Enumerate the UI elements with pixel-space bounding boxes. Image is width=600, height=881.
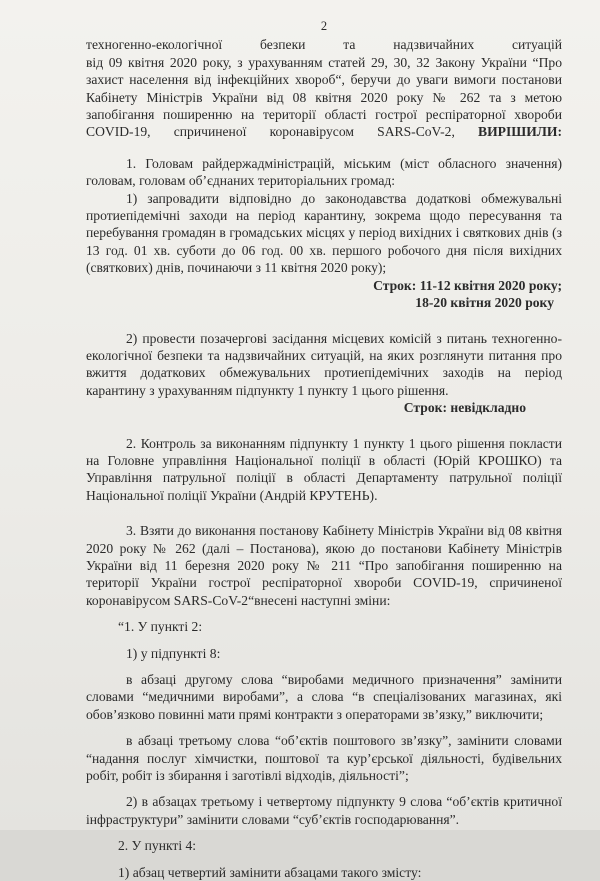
quote-subpoint-8: 1) у підпункті 8: — [126, 645, 221, 661]
intro-line-5: запобігання поширенню на території області гострої респіраторної хвороби — [86, 107, 562, 123]
item-2-paragraph: 2. Контроль за виконанням підпункту 1 пункту 1 цього рішення покласти на Головне управління Національної поліції в області (Юрій КРОШКО) та Управління патрульної поліції в області Департаменту патрульної поліції Національної поліції України (Андрій КРУТЕНЬ). — [86, 435, 562, 503]
item-1-line-2: головам, головам об’єднаних територіальних громад: — [86, 173, 396, 189]
item-1-line-1: 1. Головам райдержадміністрацій, міським (міст обласного значення) — [126, 155, 562, 171]
quote-subpoint-9: 2) в абзацах третьому і четвертому підпункту 9 слова “об’єктів критичної інфраструктури” замінити словами “суб’єктів господарювання”. — [86, 794, 562, 827]
intro-line-6-text: COVID-19, спричиненої коронавірусом SARS-CoV-2, — [86, 124, 479, 140]
item-3-paragraph: 3. Взяти до виконання постанову Кабінету Міністрів України від 08 квітня 2020 року № 262 (далі – Постанова), якою до постанови Кабінету Міністрів України від 11 березня 2020 року № 211 “Про запобігання поширенню на території України гострої респіраторної хвороби COVID-19, спричиненої коронавірусом SARS-CoV-2“внесені наступні зміни: — [86, 523, 562, 608]
deadline-1b: 18-20 квітня 2020 року — [415, 295, 554, 311]
quote-paragraph-3: в абзаці третьому слова “об’єктів поштового зв’язку”, замінити словами “надання послуг хімчистки, поштової та кур’єрської діяльності, будівельних робіт, робіт із збирання і заготівлі відходів, діяльності”; — [86, 733, 562, 784]
intro-line-1: техногенно-екологічної безпеки та надзвичайних ситуацій — [86, 37, 562, 53]
quote-point-1: “1. У пункті 2: — [118, 619, 203, 635]
intro-line-6 — [86, 123, 562, 140]
intro-line-2: від 09 квітня 2020 року, з урахуванням статей 29, 30, 32 Закону України “Про — [86, 54, 562, 70]
decided-keyword: ВИРІШИЛИ: — [478, 124, 562, 140]
intro-line-4: Кабінету Міністрів України від 08 квітня 2020 року № 262 та з метою — [86, 89, 562, 105]
deadline-2: Строк: невідкладно — [403, 400, 526, 416]
quote-point-4: 2. У пункті 4: — [118, 838, 197, 854]
item-1-subitem-1: 1) запровадити відповідно до законодавства додаткові обмежувальні протиепідемічні заходи на період карантину, зокрема щодо пересування та перебування громадян в громадських місцях у період вихідних і святкових днів (з 13 год. 01 хв. суботи до 06 год. 00 хв. першого робочого дня після вихідних (святкових) днів, починаючи з 11 квітня 2020 року); — [86, 190, 562, 276]
deadline-1a: Строк: 11-12 квітня 2020 року; — [373, 277, 562, 293]
quote-paragraph-4: 1) абзац четвертий замінити абзацами такого змісту: — [118, 864, 422, 880]
page-number: 2 — [320, 19, 328, 33]
item-1-subitem-2: 2) провести позачергові засідання місцевих комісій з питань техногенно-екологічної безпеки та надзвичайних ситуацій, на яких розглянути питання про вжиття додаткових обмежувальних протиепідемічних заходів на період карантину з урахуванням підпункту 1 пункту 1 цього рішення. — [86, 330, 562, 398]
intro-line-3: захист населення від інфекційних хвороб“, беручи до уваги вимоги постанови — [86, 72, 562, 88]
quote-paragraph-2: в абзаці другому слова “виробами медичного призначення” замінити словами “медичними виробами”, а слова “в спеціалізованих магазинах, які обов’язково повинні мати прямі контракти з операторами зв’язку,” виключити; — [86, 672, 562, 722]
